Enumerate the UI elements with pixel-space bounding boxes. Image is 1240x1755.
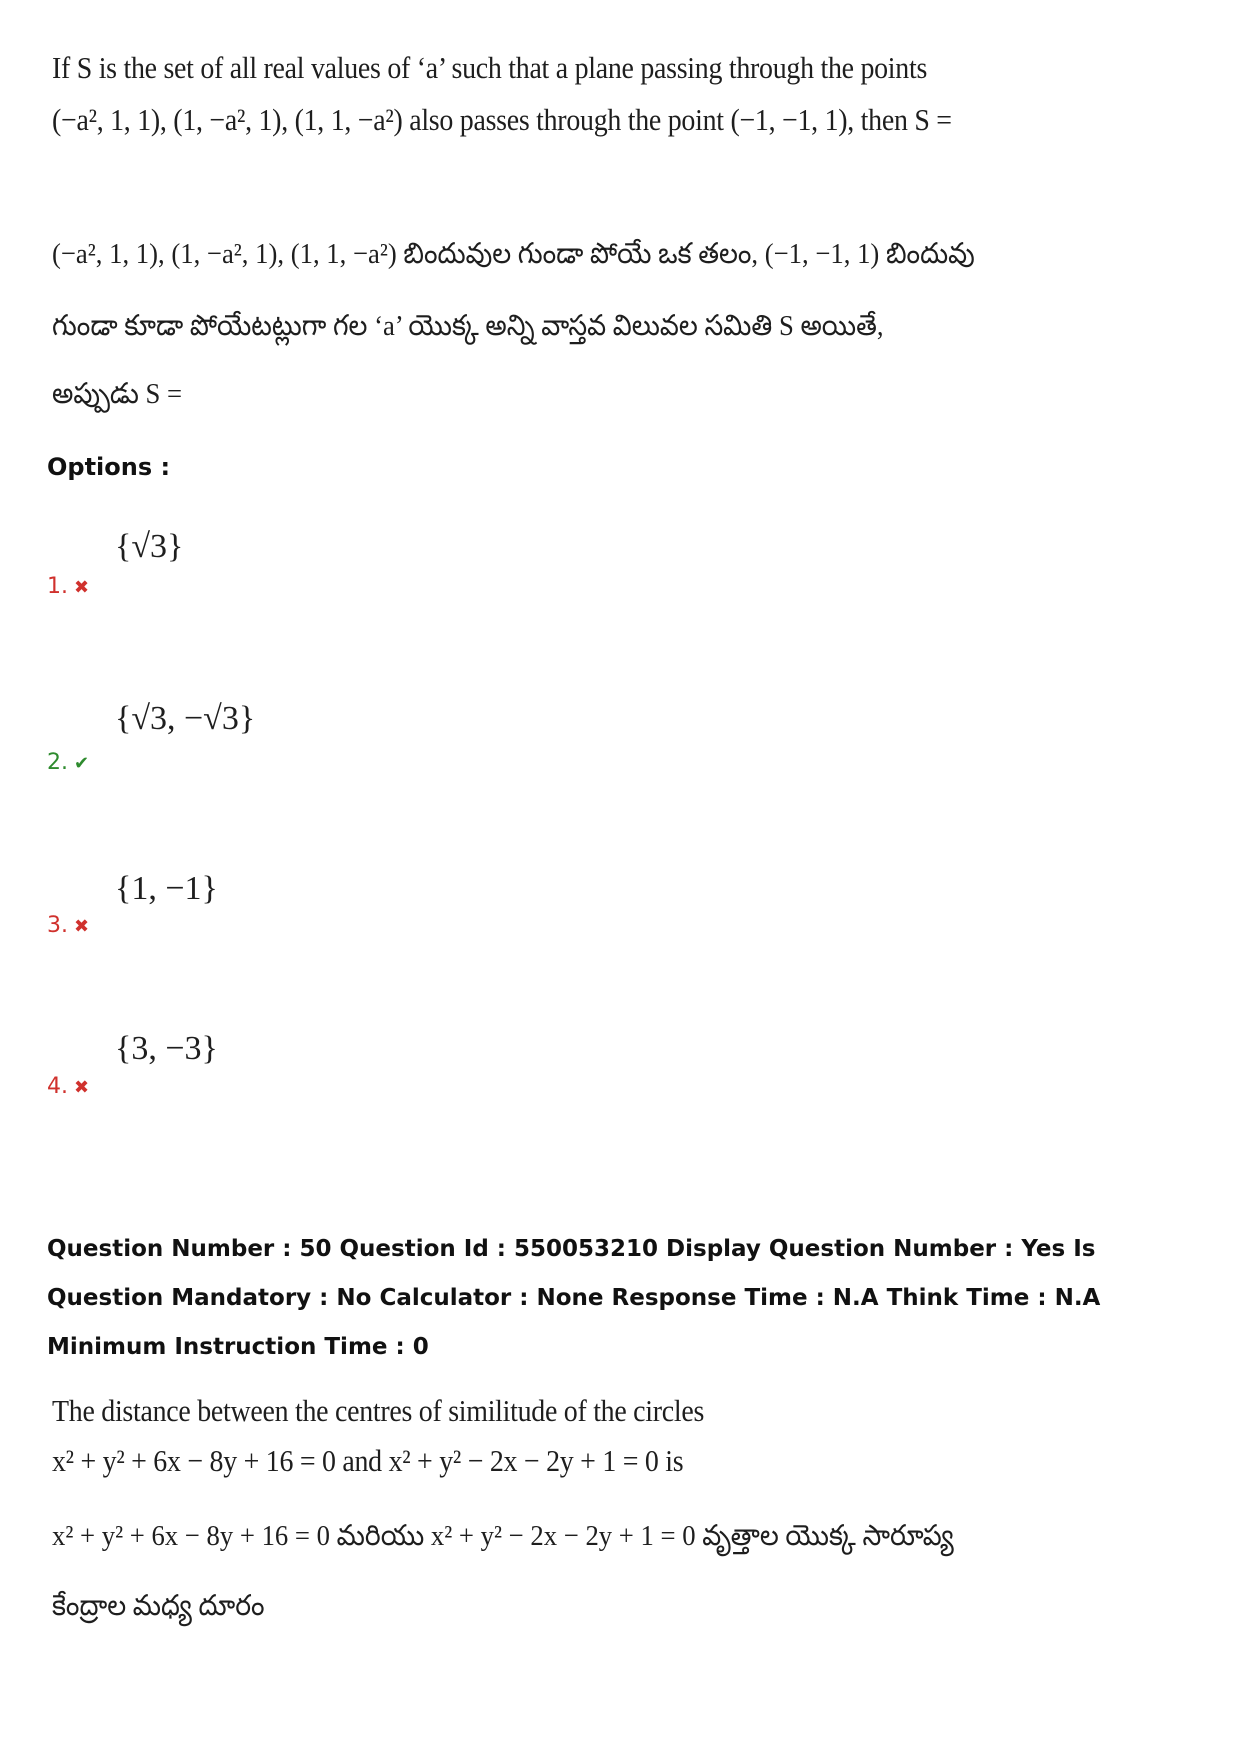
option-4-number: 4. (47, 1074, 68, 1099)
check-icon: ✔ (74, 753, 90, 774)
question-50-metadata: Question Number : 50 Question Id : 550053210 Display Question Number : Yes Is Question Mandatory : No Calculator : None Response Time : N.A Think Time : N.A Minimum Instruction Time : 0 (47, 1236, 1101, 1360)
option-1-number: 1. (47, 574, 68, 599)
cross-icon: ✖ (74, 577, 90, 598)
option-4-value: {3, −3} (115, 1030, 218, 1067)
q49-english-line-2: (−a², 1, 1), (1, −a², 1), (1, 1, −a²) also passes through the point (−1, −1, 1), then S = (52, 102, 952, 137)
q50-english-line-2: x² + y² + 6x − 8y + 16 = 0 and x² + y² − 2x − 2y + 1 = 0 is (52, 1443, 684, 1478)
q50-english-line-1: The distance between the centres of similitude of the circles (52, 1393, 705, 1428)
q49-english-line-1: If S is the set of all real values of ‘a’ such that a plane passing through the points (52, 50, 928, 85)
q50-telugu-line-1: x² + y² + 6x − 8y + 16 = 0 మరియు x² + y² − 2x − 2y + 1 = 0 వృత్తాల యొక్క సారూప్య (52, 1520, 954, 1552)
option-3-label (47, 913, 89, 938)
q49-telugu-line-2: గుండా కూడా పోయేటట్లుగా గల ‘a’ యొక్క అన్ని వాస్తవ విలువల సమితి S అయితే, (52, 310, 884, 342)
cross-icon: ✖ (74, 1077, 90, 1098)
option-3-number: 3. (47, 913, 68, 938)
q49-telugu-line-3: అప్పుడు S = (52, 378, 183, 410)
option-2-label (47, 750, 89, 775)
option-2-number: 2. (47, 750, 68, 775)
options-heading: Options : (47, 453, 171, 481)
option-4-label (47, 1074, 89, 1099)
option-3-value: {1, −1} (115, 870, 218, 907)
option-1-label (47, 574, 89, 599)
option-1-value: {√3} (115, 528, 184, 565)
q50-telugu-line-2: కేంద్రాల మధ్య దూరం (52, 1590, 265, 1622)
cross-icon: ✖ (74, 916, 90, 937)
q49-telugu-line-1: (−a², 1, 1), (1, −a², 1), (1, 1, −a²) బిందువుల గుండా పోయే ఒక తలం, (−1, −1, 1) బిందువు (52, 238, 975, 270)
option-2-value: {√3, −√3} (115, 700, 256, 737)
